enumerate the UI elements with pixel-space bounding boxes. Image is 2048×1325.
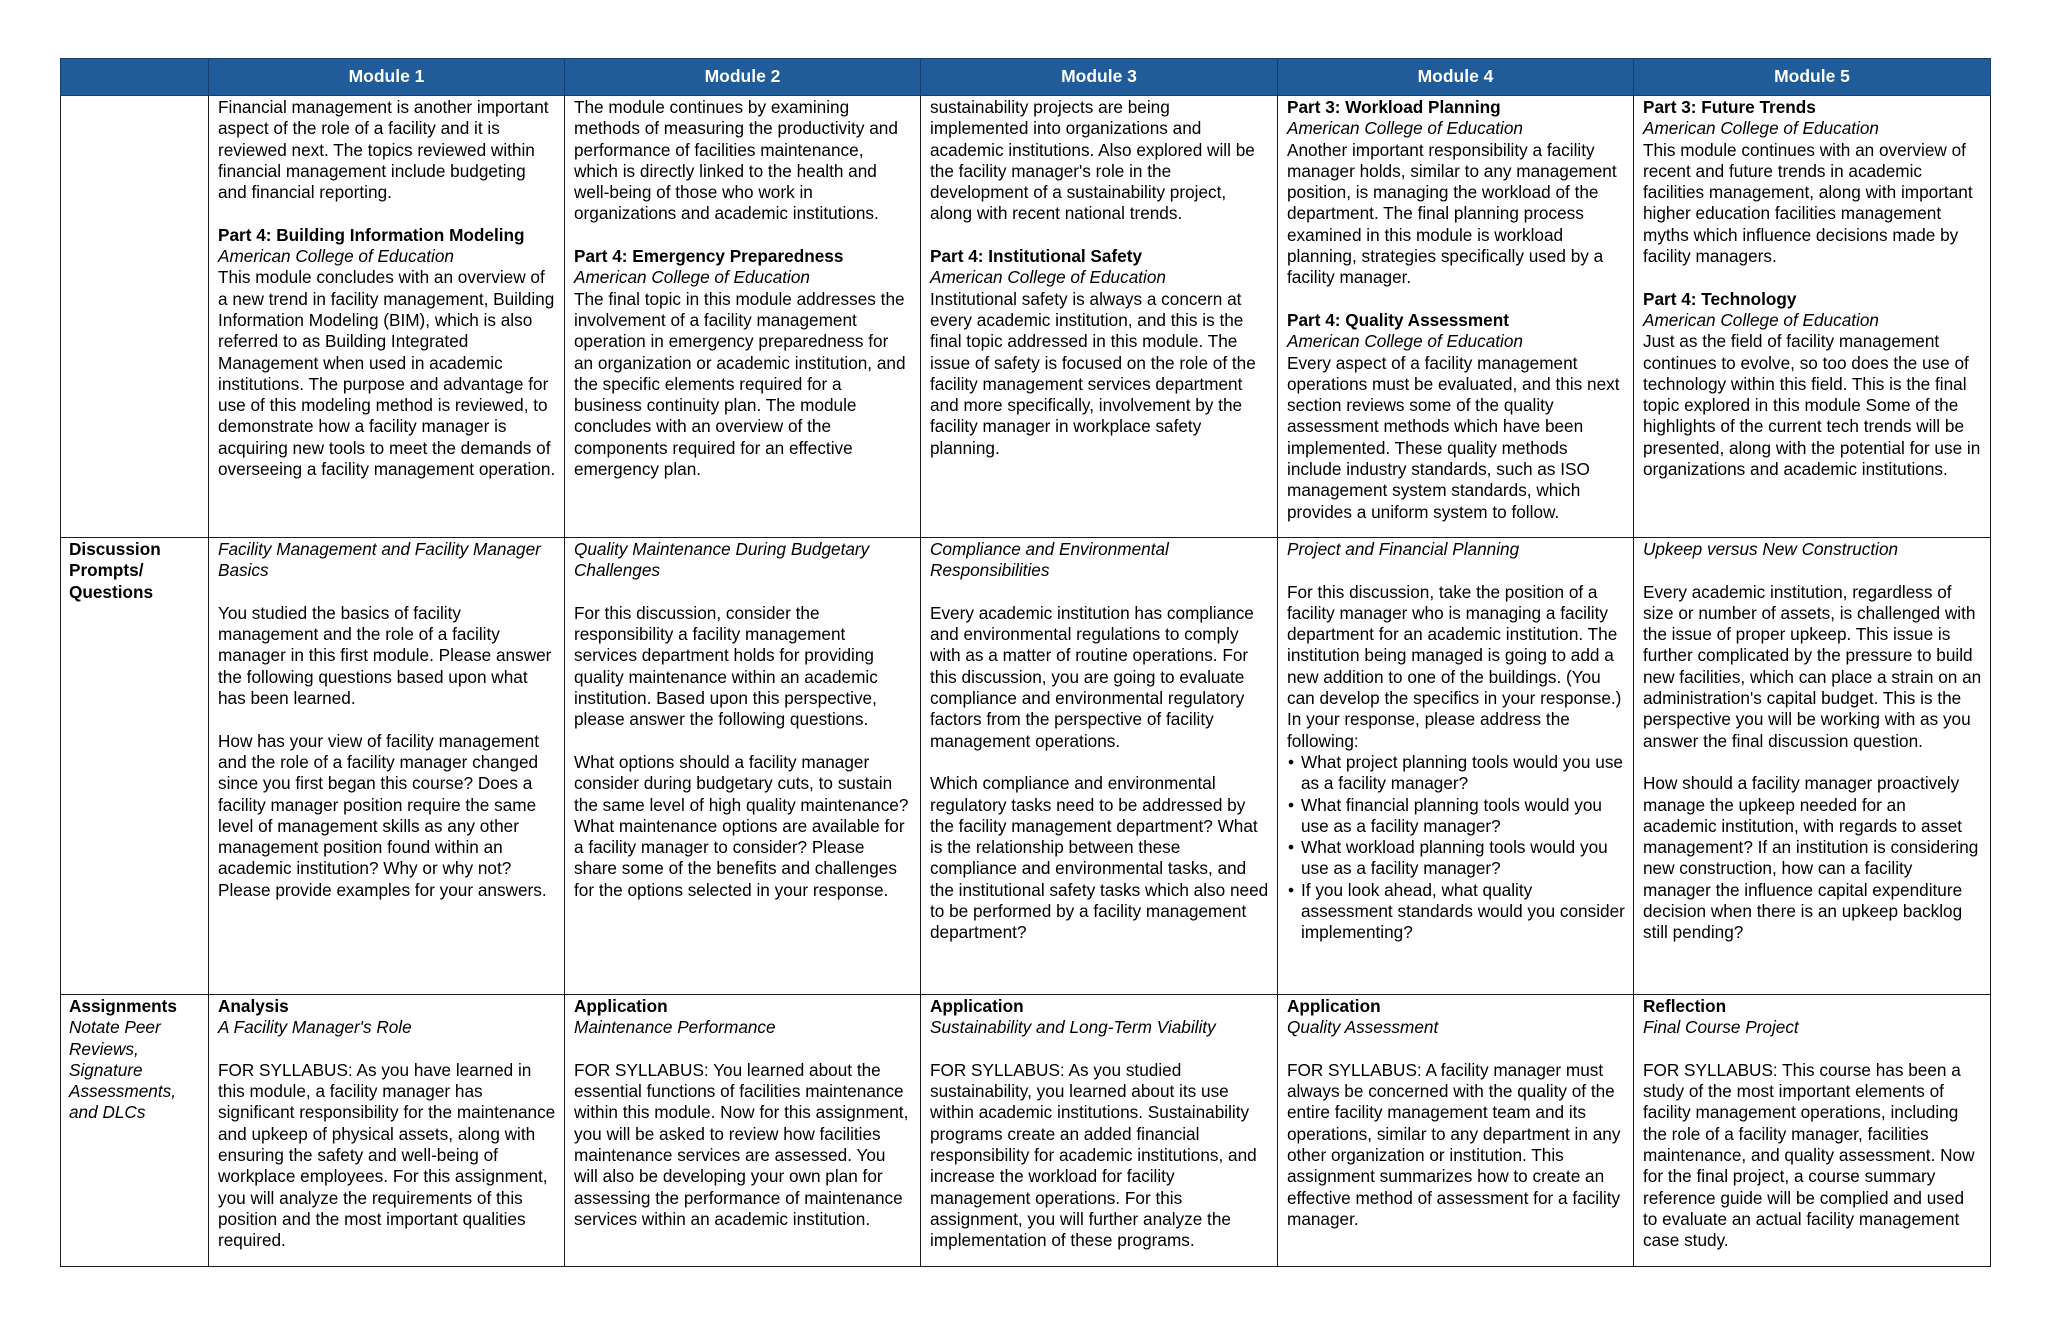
paragraph: Institutional safety is always a concern at every academic institution, and this is the final topic addressed in this module. The issue of safety is focused on the role of the facility management services department and more specifically, involvement by the facility manager in workplace safety planning. (930, 288, 1256, 458)
assignment-title: Final Course Project (1643, 1017, 1799, 1038)
paragraph: For this discussion, take the position of a facility manager who is managing a facility department for an academic institution. The institution being managed is going to add a new addition to one of the buildings. (You can develop the specifics in your response.) In your response, please address the following: (1287, 581, 1622, 751)
assignment-type: Application (1287, 996, 1381, 1016)
assignment-title: A Facility Manager's Role (218, 1017, 412, 1038)
header-module-3: Module 3 (921, 59, 1278, 96)
header-module-2: Module 2 (565, 59, 921, 96)
list-item: • What workload planning tools would you use as a facility manager? (1301, 837, 1625, 880)
assignment-type: Application (930, 996, 1024, 1016)
assignments-note: Notate Peer Reviews, Signature Assessments, and DLCs (69, 1017, 176, 1123)
assignment-module-1 (209, 995, 565, 1267)
paragraph: FOR SYLLABUS: As you have learned in this module, a facility manager has significant responsibility for the maintenance and upkeep of physical assets, along with ensuring the safety and well-being of workplace employees. For this assignment, you will analyze the requirements of this position and the most important qualities required. (218, 1059, 556, 1251)
discussion-title: Facility Management and Facility Manager Basics (218, 539, 541, 581)
paragraph: Every academic institution has compliance and environmental regulations to comply with as a matter of routine operations. For this discussion, you are going to evaluate compliance and environmental regulatory factors from the perspective of facility management operations. (930, 602, 1254, 751)
section-heading: Part 4: Building Information Modeling (218, 224, 525, 245)
assignment-type: Application (574, 996, 668, 1016)
overview-module-3 (921, 96, 1278, 538)
list-item: • What project planning tools would you use as a facility manager? (1301, 752, 1625, 795)
paragraph: FOR SYLLABUS: You learned about the essential functions of facilities maintenance within this module. Now for this assignment, you will be asked to review how facilities maintenance services are assessed. You will also be developing your own plan for assessing the performance of maintenance services within an academic institution. (574, 1059, 909, 1229)
paragraph: Every aspect of a facility management operations must be evaluated, and this next section reviews some of the quality assessment methods which have been implemented. These quality methods include industry standards, such as ISO management system standards, which provides a uniform system to follow. (1287, 352, 1620, 522)
discussion-title: Compliance and Environmental Responsibilities (930, 539, 1169, 581)
assignments-row (61, 995, 1991, 1267)
discussion-module-2 (565, 538, 921, 995)
paragraph: sustainability projects are being implemented into organizations and academic institutions. Also explored will be the facility manager's role in the development of a sustainability project, along with recent national trends. (930, 97, 1255, 224)
discussion-label-cell (61, 538, 209, 995)
section-source: American College of Education (1287, 118, 1523, 139)
section-heading: Part 3: Future Trends (1643, 97, 1816, 117)
paragraph: This module concludes with an overview of a new trend in facility management, Building Information Modeling (BIM), which is also referred to as Building Integrated Management when used in academic institutions. The purpose and advantage for use of this modeling method is reviewed, to demonstrate how a facility manager is acquiring new tools to meet the demands of overseeing a facility management operation. (218, 267, 556, 480)
paragraph: You studied the basics of facility management and the role of a facility manager in this first module. Please answer the following questions based upon what has been learned. (218, 602, 552, 709)
section-heading: Part 4: Technology (1643, 288, 1797, 309)
assignment-module-2 (565, 995, 921, 1267)
discussion-module-3 (921, 538, 1278, 995)
paragraph: Which compliance and environmental regulatory tasks need to be addressed by the facility management department? What is the relationship between these compliance and environmental tasks, and the institutional safety tasks which also need to be performed by a facility management department? (930, 773, 1269, 943)
discussion-module-4 (1278, 538, 1634, 995)
question-list (1287, 752, 1625, 944)
section-source: American College of Education (574, 267, 810, 288)
section-heading: Part 3: Workload Planning (1287, 97, 1501, 117)
discussion-row (61, 538, 1991, 995)
paragraph: This module continues with an overview of recent and future trends in academic facilities management, along with important higher education facilities management myths which influence decisions made by facility managers. (1643, 139, 1973, 267)
discussion-title: Project and Financial Planning (1287, 539, 1520, 559)
assignment-module-4 (1278, 995, 1634, 1267)
discussion-module-1 (209, 538, 565, 995)
discussion-title: Quality Maintenance During Budgetary Challenges (574, 539, 870, 581)
assignment-title: Quality Assessment (1287, 1017, 1439, 1038)
assignment-module-3 (921, 995, 1278, 1267)
overview-module-4 (1278, 96, 1634, 538)
assignment-title: Maintenance Performance (574, 1017, 776, 1038)
overview-module-1 (209, 96, 565, 538)
assignments-label: Assignments (69, 996, 177, 1016)
section-source: American College of Education (1643, 118, 1879, 139)
section-heading: Part 4: Institutional Safety (930, 246, 1143, 267)
discussion-module-5 (1634, 538, 1991, 995)
section-source: American College of Education (218, 246, 454, 267)
assignment-title: Sustainability and Long-Term Viability (930, 1017, 1216, 1038)
section-source: American College of Education (1643, 309, 1879, 330)
syllabus-table (60, 58, 1991, 1267)
paragraph: How should a facility manager proactively manage the upkeep needed for an academic institution, with regards to asset management? If an institution is considering new construction, how can a facility manager the influence capital expenditure decision when there is an upkeep backlog still pending? (1643, 773, 1979, 943)
assignments-label-cell (61, 995, 209, 1267)
section-heading: Part 4: Quality Assessment (1287, 309, 1509, 330)
overview-row (61, 96, 1991, 538)
paragraph: Just as the field of facility management continues to evolve, so too does the use of technology within this field. This is the final topic explored in this module Some of the highlights of the current tech trends will be presented, along with the potential for use in organizations and academic institutions. (1643, 331, 1981, 480)
assignment-type: Analysis (218, 996, 289, 1016)
list-item: • If you look ahead, what quality assessment standards would you consider implementing? (1301, 880, 1625, 944)
list-item: • What financial planning tools would you use as a facility manager? (1301, 795, 1625, 838)
paragraph: Every academic institution, regardless of size or number of assets, is challenged with the issue of proper upkeep. This issue is further complicated by the pressure to build new facilities, which can place a strain on an administration's capital budget. This is the perspective you will be working with as you answer the final discussion question. (1643, 581, 1982, 751)
overview-module-2 (565, 96, 921, 538)
paragraph: Another important responsibility a facility manager holds, similar to any management position, is managing the workload of the department. The final planning process examined in this module is workload planning, strategies specifically used by a facility manager. (1287, 139, 1617, 288)
section-source: American College of Education (930, 267, 1166, 288)
header-module-4: Module 4 (1278, 59, 1634, 96)
paragraph: Financial management is another important aspect of the role of a facility and it is reviewed next. The topics reviewed within financial management include budgeting and financial reporting. (218, 97, 549, 203)
header-row (61, 59, 1991, 96)
discussion-title: Upkeep versus New Construction (1643, 539, 1899, 559)
overview-module-5 (1634, 96, 1991, 538)
paragraph: FOR SYLLABUS: As you studied sustainability, you learned about its use within academic institutions. Sustainability programs create an added financial responsibility for academic institutions, and increase the workload for facility management operations. For this assignment, you will further analyze the implementation of these programs. (930, 1059, 1257, 1251)
overview-label (61, 96, 209, 538)
paragraph: How has your view of facility management and the role of a facility manager changed since you first began this course? Does a facility manager position require the same level of management skills as any other management position found within an academic institution? Why or why not? Please provide examples for your answers. (218, 730, 547, 900)
paragraph: FOR SYLLABUS: This course has been a study of the most important elements of facility management operations, including the role of a facility manager, facilities maintenance, and quality assessment. Now for the final project, a course summary reference guide will be complied and used to evaluate an actual facility management case study. (1643, 1059, 1975, 1251)
header-module-1: Module 1 (209, 59, 565, 96)
paragraph: FOR SYLLABUS: A facility manager must always be concerned with the quality of the entire facility management team and its operations, similar to any department in any other organization or institution. This assignment summarizes how to create an effective method of assessment for a facility manager. (1287, 1059, 1621, 1229)
paragraph: The final topic in this module addresses the involvement of a facility management operation in emergency preparedness for an organization or academic institution, and the specific elements required for a business continuity plan. The module concludes with an overview of the components required for an effective emergency plan. (574, 288, 906, 480)
section-source: American College of Education (1287, 331, 1523, 352)
section-heading: Part 4: Emergency Preparedness (574, 246, 844, 267)
discussion-label: Discussion Prompts/ Questions (69, 539, 161, 602)
paragraph: For this discussion, consider the responsibility a facility management services department holds for providing quality maintenance within an academic institution. Based upon this perspective, please answer the following questions. (574, 602, 878, 730)
header-module-5: Module 5 (1634, 59, 1991, 96)
assignment-type: Reflection (1643, 996, 1727, 1016)
paragraph: The module continues by examining methods of measuring the productivity and performance of facilities maintenance, which is directly linked to the health and well-being of those who work in organizations and academic institutions. (574, 97, 898, 224)
paragraph: What options should a facility manager consider during budgetary cuts, to sustain the same level of high quality maintenance? What maintenance options are available for a facility manager to consider? Please share some of the benefits and challenges for the options selected in your response. (574, 751, 909, 900)
header-corner (61, 59, 209, 96)
assignment-module-5 (1634, 995, 1991, 1267)
